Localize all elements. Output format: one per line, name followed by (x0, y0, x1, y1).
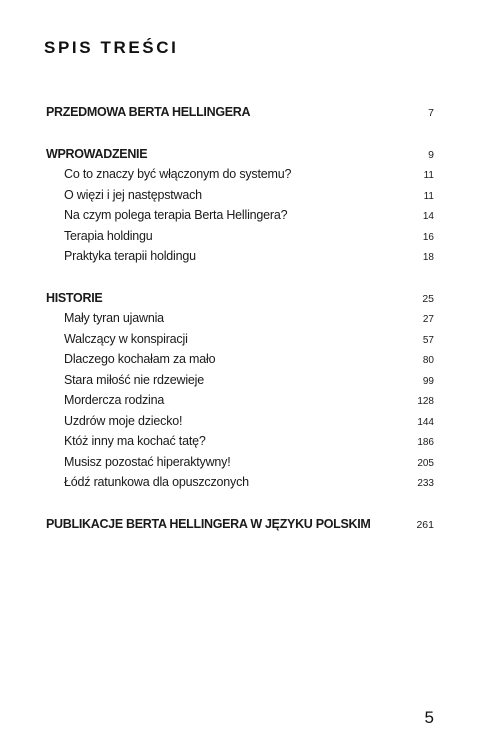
section-spacer (46, 267, 434, 288)
toc-page-number: 16 (422, 231, 434, 243)
toc-item[interactable] (46, 472, 434, 493)
toc-page-number: 11 (423, 170, 434, 181)
toc-item-title: Mały tyran ujawnia (64, 311, 164, 325)
section-spacer (46, 123, 434, 144)
toc-item-title: Dlaczego kochałam za mało (64, 352, 216, 366)
toc-page-number: 99 (422, 375, 434, 387)
page-title: SPIS TREŚCI (44, 38, 179, 57)
toc-page-number: 7 (428, 107, 434, 119)
toc-section-title: HISTORIE (46, 290, 103, 305)
toc-item-title: Któż inny ma kochać tatę? (64, 434, 206, 448)
toc-item-title: Łódź ratunkowa dla opuszczonych (64, 475, 249, 489)
toc-item[interactable] (46, 329, 434, 350)
toc-section-title: WPROWADZENIE (46, 146, 148, 161)
toc-section-publications[interactable] (46, 514, 434, 535)
toc-page-number: 25 (422, 292, 434, 305)
toc-item-title: Stara miłość nie rdzewieje (64, 372, 204, 387)
toc-item-title: Mordercza rodzina (64, 393, 165, 407)
toc-item-title: Na czym polega terapia Berta Hellingera? (64, 208, 288, 222)
toc-item-title: Musisz pozostać hiperaktywny! (64, 454, 231, 469)
toc-section-title: PUBLIKACJE BERTA HELLINGERA W JĘZYKU POLSKIM (46, 516, 371, 531)
toc-item[interactable] (46, 246, 434, 267)
toc-item[interactable] (46, 205, 434, 226)
toc-page-number: 57 (422, 334, 434, 346)
toc-page-number: 144 (417, 416, 434, 428)
toc-item[interactable] (46, 390, 434, 411)
toc-page-number: 261 (416, 518, 434, 531)
toc-item-title: O więzi i jej następstwach (64, 187, 202, 202)
toc-page-number: 233 (417, 478, 434, 489)
toc-item[interactable] (46, 431, 434, 452)
toc-page-number: 14 (422, 211, 434, 222)
toc-page-number: 205 (417, 457, 434, 469)
toc-item-title: Terapia holdingu (64, 228, 153, 243)
toc-item-title: Praktyka terapii holdingu (64, 249, 196, 263)
toc-item[interactable] (46, 370, 434, 391)
toc-section-preface[interactable] (46, 102, 434, 123)
toc-item[interactable] (46, 411, 434, 432)
toc-page-number: 128 (417, 396, 434, 407)
toc-item-title: Uzdrów moje dziecko! (64, 413, 183, 428)
toc-item[interactable] (46, 164, 434, 185)
toc-item[interactable] (46, 308, 434, 329)
toc-page-number: 80 (422, 355, 434, 366)
toc-page-number: 18 (422, 252, 434, 263)
toc-item[interactable] (46, 349, 434, 370)
section-spacer (46, 493, 434, 514)
toc-item[interactable] (46, 226, 434, 247)
toc-page-number: 27 (422, 314, 434, 325)
toc-section-stories[interactable] (46, 288, 434, 309)
toc-item[interactable] (46, 452, 434, 473)
toc-section-title: PRZEDMOWA BERTA HELLINGERA (46, 105, 251, 119)
page-number: 5 (424, 708, 434, 727)
toc-page-number: 11 (423, 190, 434, 202)
toc-item[interactable] (46, 185, 434, 206)
toc-section-intro[interactable] (46, 144, 434, 165)
toc-page-number: 186 (417, 437, 434, 448)
toc-item-title: Walczący w konspiracji (64, 331, 188, 346)
toc-page-number: 9 (428, 148, 434, 161)
toc-item-title: Co to znaczy być włączonym do systemu? (64, 167, 292, 181)
table-of-contents (46, 102, 434, 534)
